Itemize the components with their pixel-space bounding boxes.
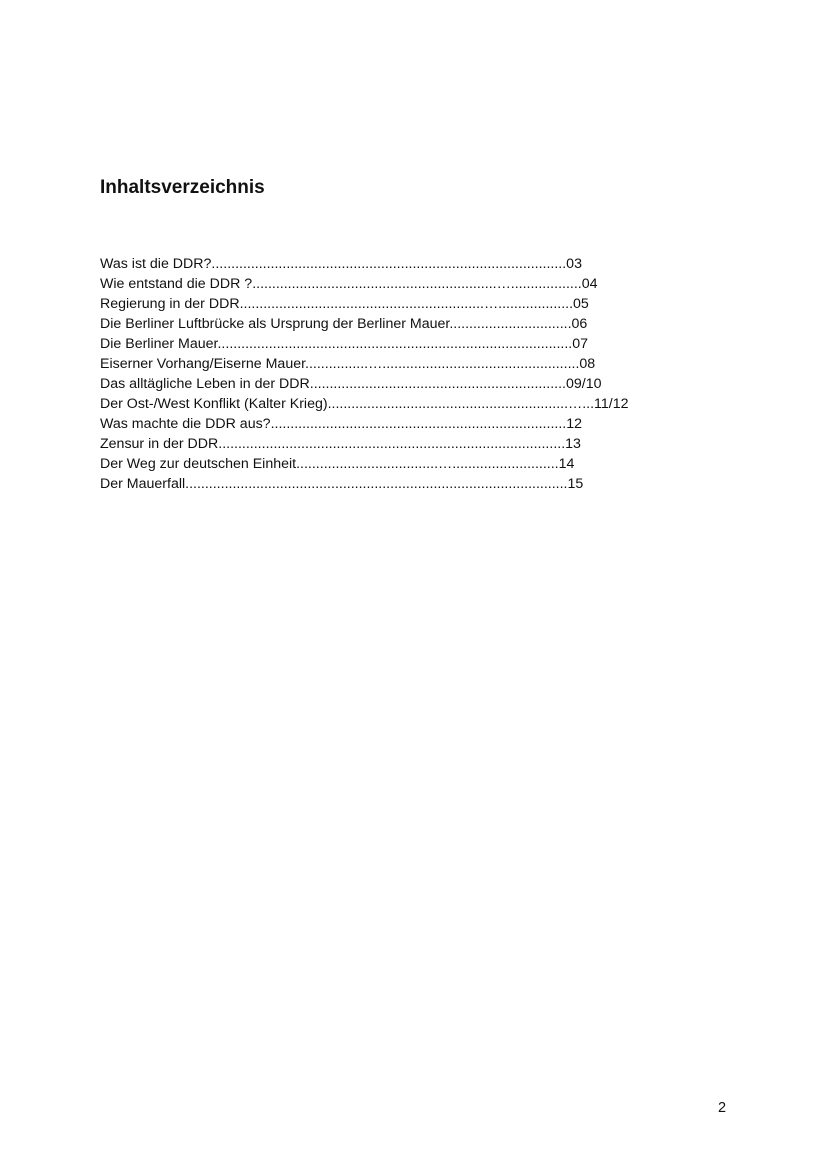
toc-entry-kalter-krieg: Der Ost-/West Konflikt (Kalter Krieg).............................................................…...11/12 bbox=[100, 396, 629, 412]
table-of-contents bbox=[100, 254, 660, 494]
toc-entry-berliner-mauer: Die Berliner Mauer..........................................................................................07 bbox=[100, 336, 589, 352]
toc-entry-eiserner-vorhang: Eiserner Vorhang/Eiserne Mauer................…..................................................08 bbox=[100, 356, 596, 372]
toc-entry-deutsche-einheit: Der Weg zur deutschen Einheit....................................…...........................14 bbox=[100, 456, 575, 472]
toc-entry-regierung: Regierung in der DDR..............................................................…...................05 bbox=[100, 296, 589, 312]
toc-entry-mauerfall: Der Mauerfall.................................................................................................15 bbox=[100, 476, 584, 492]
page-title: Inhaltsverzeichnis bbox=[100, 177, 265, 198]
toc-entry-was-ist-die-ddr: Was ist die DDR?..........................................................................................03 bbox=[100, 256, 582, 272]
toc-entry-luftbruecke: Die Berliner Luftbrücke als Ursprung der Berliner Mauer...............................06 bbox=[100, 316, 588, 332]
toc-entry-alltaegliches-leben: Das alltägliche Leben in der DDR.................................................................09/10 bbox=[100, 376, 602, 392]
toc-entry-was-machte-die-ddr-aus: Was machte die DDR aus?...........................................................................12 bbox=[100, 416, 582, 432]
page-number: 2 bbox=[718, 1100, 727, 1116]
toc-entry-zensur: Zensur in der DDR........................................................................................13 bbox=[100, 436, 581, 452]
toc-entry-wie-entstand-die-ddr: Wie entstand die DDR ?..............................................................…..................04 bbox=[100, 276, 598, 292]
